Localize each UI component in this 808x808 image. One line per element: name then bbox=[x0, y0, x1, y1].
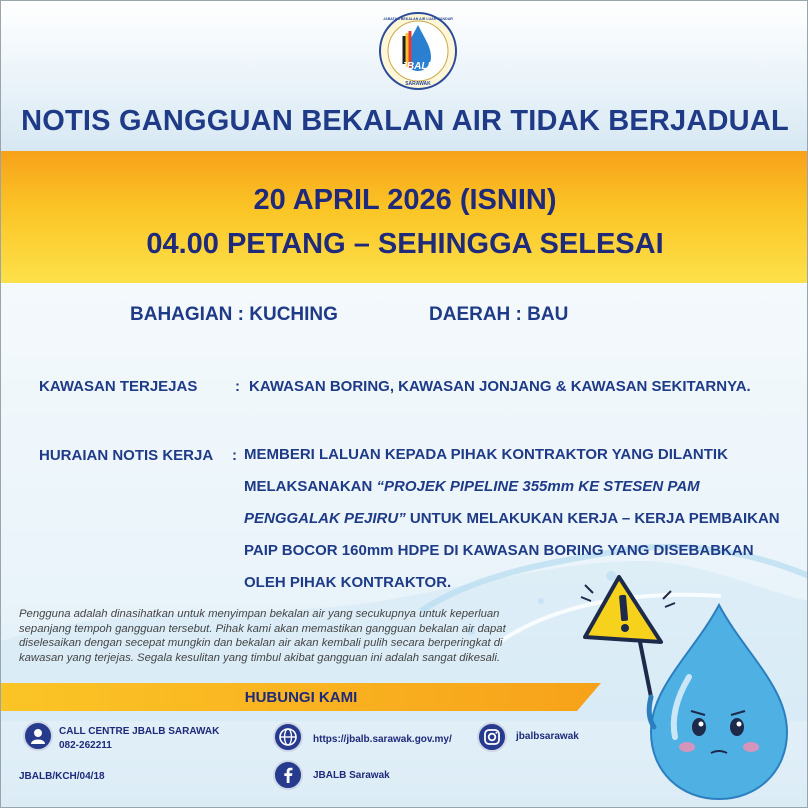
work-line-5: OLEH PIHAK KONTRAKTOR. bbox=[244, 574, 452, 591]
jbalb-logo bbox=[377, 11, 459, 91]
mascot-illustration bbox=[579, 557, 808, 807]
logo-brand-text: JBALB bbox=[401, 61, 435, 72]
division-label: BAHAGIAN : KUCHING bbox=[130, 304, 338, 325]
reference-number: JBALB/KCH/04/18 bbox=[19, 771, 105, 782]
schedule-time: 04.00 PETANG – SEHINGGA SELESAI bbox=[146, 228, 664, 260]
schedule-band bbox=[1, 151, 808, 283]
advice-line-4: kawasan yang terjejas. Segala kesulitan yang timbul akibat gangguan ini adalah sangat dikesali. bbox=[19, 651, 501, 664]
logo-arc-text: JABATAN BEKALAN AIR LUAR BANDAR bbox=[383, 17, 453, 21]
schedule-date: 20 APRIL 2026 (ISNIN) bbox=[253, 184, 557, 216]
person-icon bbox=[23, 721, 53, 751]
facebook-icon bbox=[273, 760, 303, 790]
work-line-3 bbox=[244, 503, 780, 535]
work-description-colon: : bbox=[232, 447, 237, 464]
work-line-4: PAIP BOCOR 160mm HDPE DI KAWASAN BORING YANG DISEBABKAN bbox=[244, 542, 754, 559]
work-line-3-post: UNTUK MELAKUKAN KERJA – KERJA PEMBAIKAN bbox=[409, 510, 780, 527]
contact-heading: HUBUNGI KAMI bbox=[244, 689, 358, 706]
facebook-page[interactable]: JBALB Sarawak bbox=[313, 770, 390, 781]
work-line-2-pre: MELAKSANAKAN bbox=[244, 478, 373, 495]
project-name-part-2: PENGGALAK PEJIRU” bbox=[244, 510, 406, 527]
advice-line-3: diselesaikan dengan secepat mungkin dan bekalan air akan kembali pulih secara berperingkat di bbox=[19, 637, 503, 649]
affected-area-colon: : bbox=[235, 378, 240, 395]
advice-line-1: Pengguna adalah dinasihatkan untuk menyimpan bekalan air yang secukupnya untuk keperluan bbox=[19, 608, 500, 620]
project-name-part-1: “PROJEK PIPELINE 355mm KE STESEN PAM bbox=[376, 478, 700, 495]
globe-icon bbox=[273, 722, 303, 752]
instagram-handle[interactable]: jbalbsarawak bbox=[516, 731, 579, 742]
consumer-advice bbox=[19, 607, 579, 665]
website-link[interactable]: https://jbalb.sarawak.gov.my/ bbox=[313, 734, 452, 745]
affected-area-label: KAWASAN TERJEJAS bbox=[39, 378, 198, 395]
work-line-1: MEMBERI LALUAN KEPADA PIHAK KONTRAKTOR YANG DILANTIK bbox=[244, 446, 728, 463]
water-drop-mascot-icon bbox=[649, 605, 787, 799]
call-centre-phone[interactable]: 082-262211 bbox=[59, 740, 112, 751]
work-description-label: HURAIAN NOTIS KERJA bbox=[39, 447, 214, 464]
notice-title: NOTIS GANGGUAN BEKALAN AIR TIDAK BERJADUAL bbox=[21, 105, 789, 137]
instagram-icon bbox=[477, 722, 507, 752]
warning-sign-icon bbox=[581, 577, 675, 697]
affected-area-value: KAWASAN BORING, KAWASAN JONJANG & KAWASAN SEKITARNYA. bbox=[249, 378, 751, 395]
advice-line-2: sepanjang tempoh gangguan tersebut. Pihak kami akan memastikan gangguan bekalan air dapat bbox=[19, 622, 506, 635]
call-centre-name: CALL CENTRE JBALB SARAWAK bbox=[59, 726, 220, 737]
logo-bottom-text: SARAWAK bbox=[405, 81, 431, 87]
work-line-2 bbox=[244, 471, 780, 503]
district-label: DAERAH : BAU bbox=[429, 304, 569, 325]
